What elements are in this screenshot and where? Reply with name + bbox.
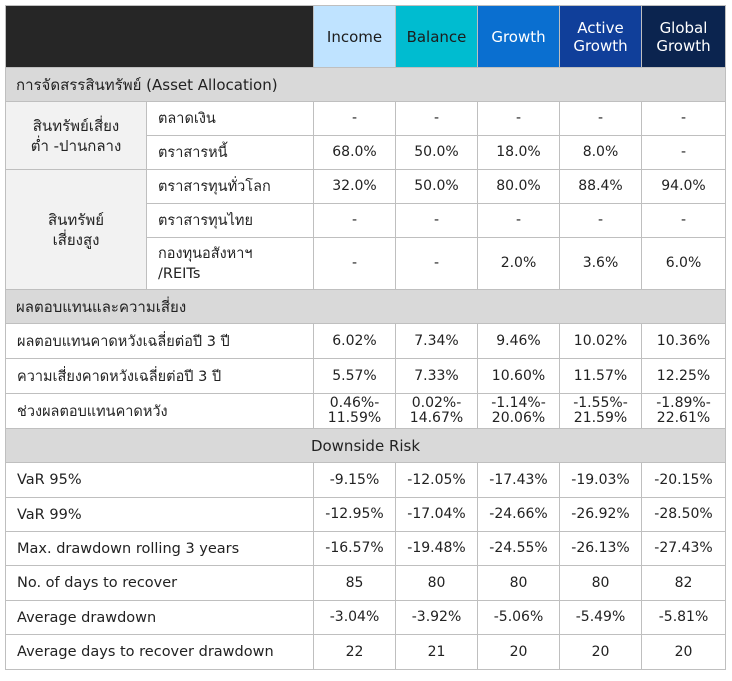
header-active-growth <box>560 6 642 68</box>
range-cell <box>396 394 478 429</box>
allocation-row-money-market <box>6 102 726 136</box>
table-cell: 32.0% <box>314 170 396 204</box>
downside-row-average-drawdown <box>6 601 726 635</box>
allocation-row-global-equity <box>6 170 726 204</box>
table-cell: 9.46% <box>478 324 560 359</box>
table-cell: - <box>396 102 478 136</box>
header-income <box>314 6 396 68</box>
table-cell: -19.48% <box>396 532 478 566</box>
table-cell: - <box>314 102 396 136</box>
table-cell: 80 <box>478 566 560 601</box>
table-cell: - <box>396 238 478 290</box>
table-cell: -17.43% <box>478 463 560 498</box>
table-cell: 5.57% <box>314 359 396 394</box>
row-label-property-reits <box>147 238 314 290</box>
table-cell: - <box>478 102 560 136</box>
downside-row-avg-days-recover-drawdown <box>6 635 726 670</box>
header-blank-cell <box>6 6 314 68</box>
table-cell: 21 <box>396 635 478 670</box>
table-cell: 88.4% <box>560 170 642 204</box>
table-cell: -5.81% <box>642 601 726 635</box>
range-cell <box>560 394 642 429</box>
header-global-growth <box>642 6 726 68</box>
table-cell: 2.0% <box>478 238 560 290</box>
table-cell: -3.04% <box>314 601 396 635</box>
header-growth <box>478 6 560 68</box>
row-label: ความเสี่ยงคาดหวังเฉลี่ยต่อปี 3 ปี <box>6 359 314 394</box>
table-cell: 50.0% <box>396 136 478 170</box>
table-cell: -9.15% <box>314 463 396 498</box>
table-cell: - <box>642 204 726 238</box>
table-cell: 80 <box>396 566 478 601</box>
row-label: ตราสารทุนไทย <box>147 204 314 238</box>
range-low: -1.14%- <box>491 395 546 411</box>
table-cell: 68.0% <box>314 136 396 170</box>
downside-row-var95 <box>6 463 726 498</box>
table-cell: - <box>560 204 642 238</box>
section-title-downside-risk: Downside Risk <box>6 429 726 463</box>
table-cell: - <box>642 102 726 136</box>
table-cell: 18.0% <box>478 136 560 170</box>
header-balance-line1: Balance <box>406 27 467 46</box>
range-low: 0.02%- <box>411 395 462 411</box>
table-cell: -5.49% <box>560 601 642 635</box>
row-label: VaR 99% <box>6 498 314 532</box>
group-low-mid-line2: ต่ำ -ปานกลาง <box>30 136 122 155</box>
table-cell: 10.36% <box>642 324 726 359</box>
table-cell: -27.43% <box>642 532 726 566</box>
table-cell: 20 <box>642 635 726 670</box>
fund-comparison-table <box>5 5 726 670</box>
table-cell: -12.05% <box>396 463 478 498</box>
section-row-asset-allocation <box>6 68 726 102</box>
section-row-return-risk <box>6 290 726 324</box>
header-row <box>6 6 726 68</box>
table-cell: 85 <box>314 566 396 601</box>
range-high: 21.59% <box>573 410 628 426</box>
range-cell <box>642 394 726 429</box>
table-cell: 22 <box>314 635 396 670</box>
downside-row-var99 <box>6 498 726 532</box>
row-label: ตราสารทุนทั่วโลก <box>147 170 314 204</box>
table-cell: -26.13% <box>560 532 642 566</box>
range-high: 22.61% <box>656 410 711 426</box>
table-cell: - <box>560 102 642 136</box>
row-label: Average days to recover drawdown <box>6 635 314 670</box>
table-cell: - <box>314 204 396 238</box>
range-low: -1.89%- <box>656 395 711 411</box>
header-balance <box>396 6 478 68</box>
return-row-expected-risk <box>6 359 726 394</box>
range-high: 14.67% <box>409 410 464 426</box>
table-cell: - <box>478 204 560 238</box>
range-low: -1.55%- <box>573 395 628 411</box>
table-cell: -20.15% <box>642 463 726 498</box>
table-cell: 82 <box>642 566 726 601</box>
range-cell <box>314 394 396 429</box>
row-label: ตราสารหนี้ <box>147 136 314 170</box>
table-cell: -24.55% <box>478 532 560 566</box>
row-label: ผลตอบแทนคาดหวังเฉลี่ยต่อปี 3 ปี <box>6 324 314 359</box>
header-global-growth-line2: Growth <box>656 36 711 55</box>
table-cell: -24.66% <box>478 498 560 532</box>
table-cell: 50.0% <box>396 170 478 204</box>
table-cell: -16.57% <box>314 532 396 566</box>
group-high-line2: เสี่ยงสูง <box>52 230 100 249</box>
row-label: ช่วงผลตอบแทนคาดหวัง <box>6 394 314 429</box>
row-label-line1: กองทุนอสังหาฯ <box>158 245 253 262</box>
table-cell: -12.95% <box>314 498 396 532</box>
table-cell: -19.03% <box>560 463 642 498</box>
table-cell: -26.92% <box>560 498 642 532</box>
return-row-expected-range <box>6 394 726 429</box>
row-label: ตลาดเงิน <box>147 102 314 136</box>
table-cell: -17.04% <box>396 498 478 532</box>
section-title-asset-allocation: การจัดสรรสินทรัพย์ (Asset Allocation) <box>6 68 726 102</box>
table-cell: 80 <box>560 566 642 601</box>
row-label: No. of days to recover <box>6 566 314 601</box>
table-cell: 20 <box>560 635 642 670</box>
table-cell: -28.50% <box>642 498 726 532</box>
table-cell: - <box>396 204 478 238</box>
table-cell: 80.0% <box>478 170 560 204</box>
header-growth-line1: Growth <box>491 27 546 46</box>
row-label: Max. drawdown rolling 3 years <box>6 532 314 566</box>
header-active-growth-line1: Active <box>577 18 624 37</box>
table-cell: - <box>314 238 396 290</box>
header-global-growth-line1: Global <box>659 18 708 37</box>
header-active-growth-line2: Growth <box>573 36 628 55</box>
return-row-expected-return <box>6 324 726 359</box>
group-low-mid-line1: สินทรัพย์เสี่ยง <box>32 116 120 135</box>
group-high-line1: สินทรัพย์ <box>47 210 105 229</box>
row-label: VaR 95% <box>6 463 314 498</box>
downside-row-max-drawdown <box>6 532 726 566</box>
row-label-line2: /REITs <box>158 265 201 282</box>
section-title-return-risk: ผลตอบแทนและความเสี่ยง <box>6 290 726 324</box>
range-cell <box>478 394 560 429</box>
table-cell: 11.57% <box>560 359 642 394</box>
group-high-risk <box>6 170 147 290</box>
table-cell: 3.6% <box>560 238 642 290</box>
group-low-mid-risk <box>6 102 147 170</box>
table-cell: -5.06% <box>478 601 560 635</box>
table-cell: 6.0% <box>642 238 726 290</box>
header-income-line1: Income <box>326 27 383 46</box>
table-cell: 8.0% <box>560 136 642 170</box>
range-high: 11.59% <box>327 410 382 426</box>
table-cell: 12.25% <box>642 359 726 394</box>
row-label: Average drawdown <box>6 601 314 635</box>
table-cell: -3.92% <box>396 601 478 635</box>
table-cell: 6.02% <box>314 324 396 359</box>
table-cell: 10.02% <box>560 324 642 359</box>
table-cell: 7.34% <box>396 324 478 359</box>
table-cell: 7.33% <box>396 359 478 394</box>
downside-row-days-to-recover <box>6 566 726 601</box>
table-cell: 94.0% <box>642 170 726 204</box>
table-cell: 10.60% <box>478 359 560 394</box>
table-cell: 20 <box>478 635 560 670</box>
range-high: 20.06% <box>491 410 546 426</box>
section-row-downside-risk <box>6 429 726 463</box>
table-cell: - <box>642 136 726 170</box>
range-low: 0.46%- <box>329 395 380 411</box>
